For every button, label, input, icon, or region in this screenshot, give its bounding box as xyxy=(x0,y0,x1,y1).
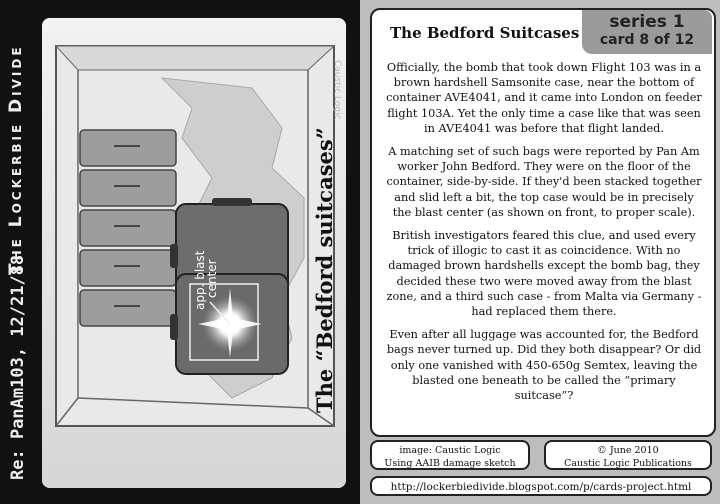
image-credit xyxy=(370,440,530,470)
card-back xyxy=(360,0,720,504)
back-body xyxy=(386,60,702,411)
image-credit-line2: Using AAIB damage sketch xyxy=(384,458,516,469)
copyright-credit xyxy=(544,440,712,470)
front-image-frame xyxy=(42,18,346,488)
watermark xyxy=(332,60,342,120)
front-caption-text: The “Bedford suitcases” xyxy=(312,127,337,413)
watermark-text: Caustic Logic xyxy=(332,60,342,120)
back-text-panel xyxy=(370,8,716,437)
container-illustration xyxy=(42,18,346,488)
reference-line: Re: PanAm103, 12/21/88 xyxy=(8,254,28,480)
paragraph-4: Even after all luggage was accounted for, the Bedford bags never turned up. Did they both disappear? Or did only one vanished with 450-650g Semtex, leaving the blasted one beneath to be called the “primary suitcase”? xyxy=(386,328,702,403)
paragraph-3: British investigators feared this clue, and used every trick of illogic to cast it as coincidence. With no damaged brown hardshells except the bomb bag, they decided these two were moved away from the blast zone, and a third such case - from Malta via Germany - had replaced them there. xyxy=(386,229,702,319)
copyright-line1: © June 2010 xyxy=(597,445,659,456)
image-credit-line1: image: Caustic Logic xyxy=(399,445,501,456)
blast-label-line2: center xyxy=(205,259,219,298)
front-caption xyxy=(312,127,337,413)
back-title: The Bedford Suitcases xyxy=(390,24,580,42)
side-strip xyxy=(0,0,42,504)
copyright-line2: Caustic Logic Publications xyxy=(564,458,692,469)
stacked-suitcases xyxy=(80,130,176,326)
series-title: The Lockerbie Divide xyxy=(6,44,26,275)
paragraph-1: Officially, the bomb that took down Flight 103 was in a brown hardshell Samsonite case, near the bottom of container AVE4041, and it came into London on feeder flight 103A. Yet the only time a case like that was seen in AVE4041 was before that flight landed. xyxy=(386,61,702,135)
card-number: card 8 of 12 xyxy=(599,32,695,48)
blast-label-line1: app. blast xyxy=(193,250,207,310)
series-badge xyxy=(582,10,712,54)
paragraph-2: A matching set of such bags were reported by Pan Am worker John Bedford. They were on the floor of the container, side-by-side. If they'd been stacked together and slid left a bit, the top case would be in precisely the blast center (as shown on front, to proper scale). xyxy=(386,145,702,219)
series-label: series 1 xyxy=(609,12,685,32)
project-url[interactable]: http://lockerbiedivide.blogspot.com/p/cards-project.html xyxy=(370,476,712,496)
